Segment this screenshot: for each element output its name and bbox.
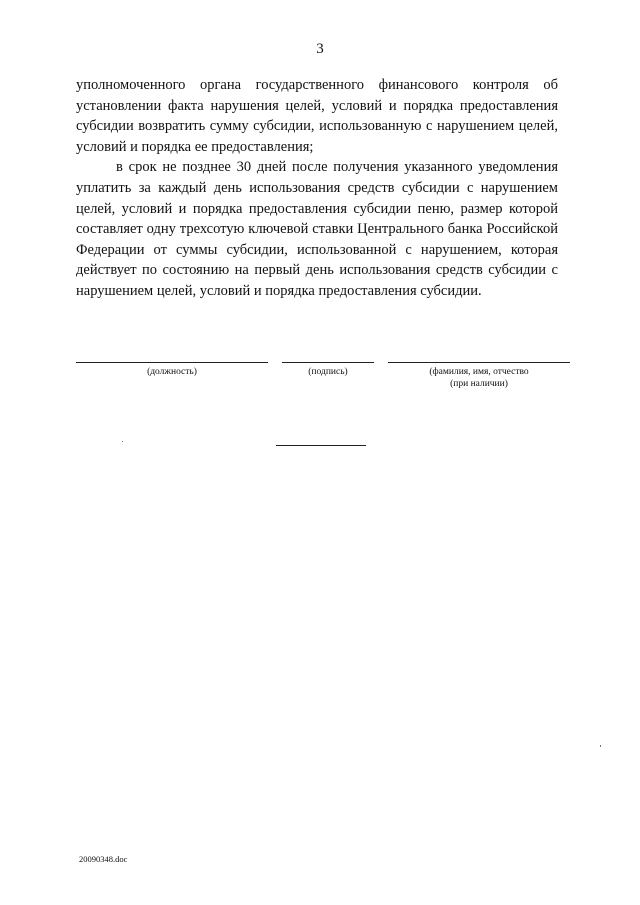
- signature-caption: (подпись): [308, 367, 348, 377]
- signature-line: [282, 362, 374, 363]
- position-line: [76, 362, 268, 363]
- position-caption: (должность): [147, 367, 197, 377]
- scan-speck: [600, 745, 601, 747]
- scan-speck: [122, 441, 123, 442]
- full-name-caption-line1: (фамилия, имя, отчество: [429, 367, 529, 377]
- page-number: 3: [316, 41, 324, 57]
- separator-line: [276, 445, 366, 446]
- body-text: [76, 75, 558, 302]
- full-name-caption: [388, 366, 570, 390]
- full-name-caption-line2: (при наличии): [450, 379, 508, 389]
- footer-file-name: 20090348.doc: [79, 854, 128, 864]
- paragraph-continuation: уполномоченного органа государственного финансового контроля об установлении факта нарушения целей, условий и порядка предоставления субсидии возвратить сумму субсидии, использованную с нарушением целей, условий и порядка ее предоставления;: [76, 77, 558, 155]
- full-name-line: [388, 362, 570, 363]
- paragraph-penalty: в срок не позднее 30 дней после получения указанного уведомления уплатить за каждый день использования средств субсидии с нарушением целей, условий и порядка предоставления субсидии пеню, размер которой составляет одну трехсотую ключевой ставки Центрального банка Российской Федерации от суммы субсидии, использованной с нарушением, которая действует по состоянию на первый день использования средств субсидии с нарушением целей, условий и порядка предоставления субсидии.: [76, 159, 558, 299]
